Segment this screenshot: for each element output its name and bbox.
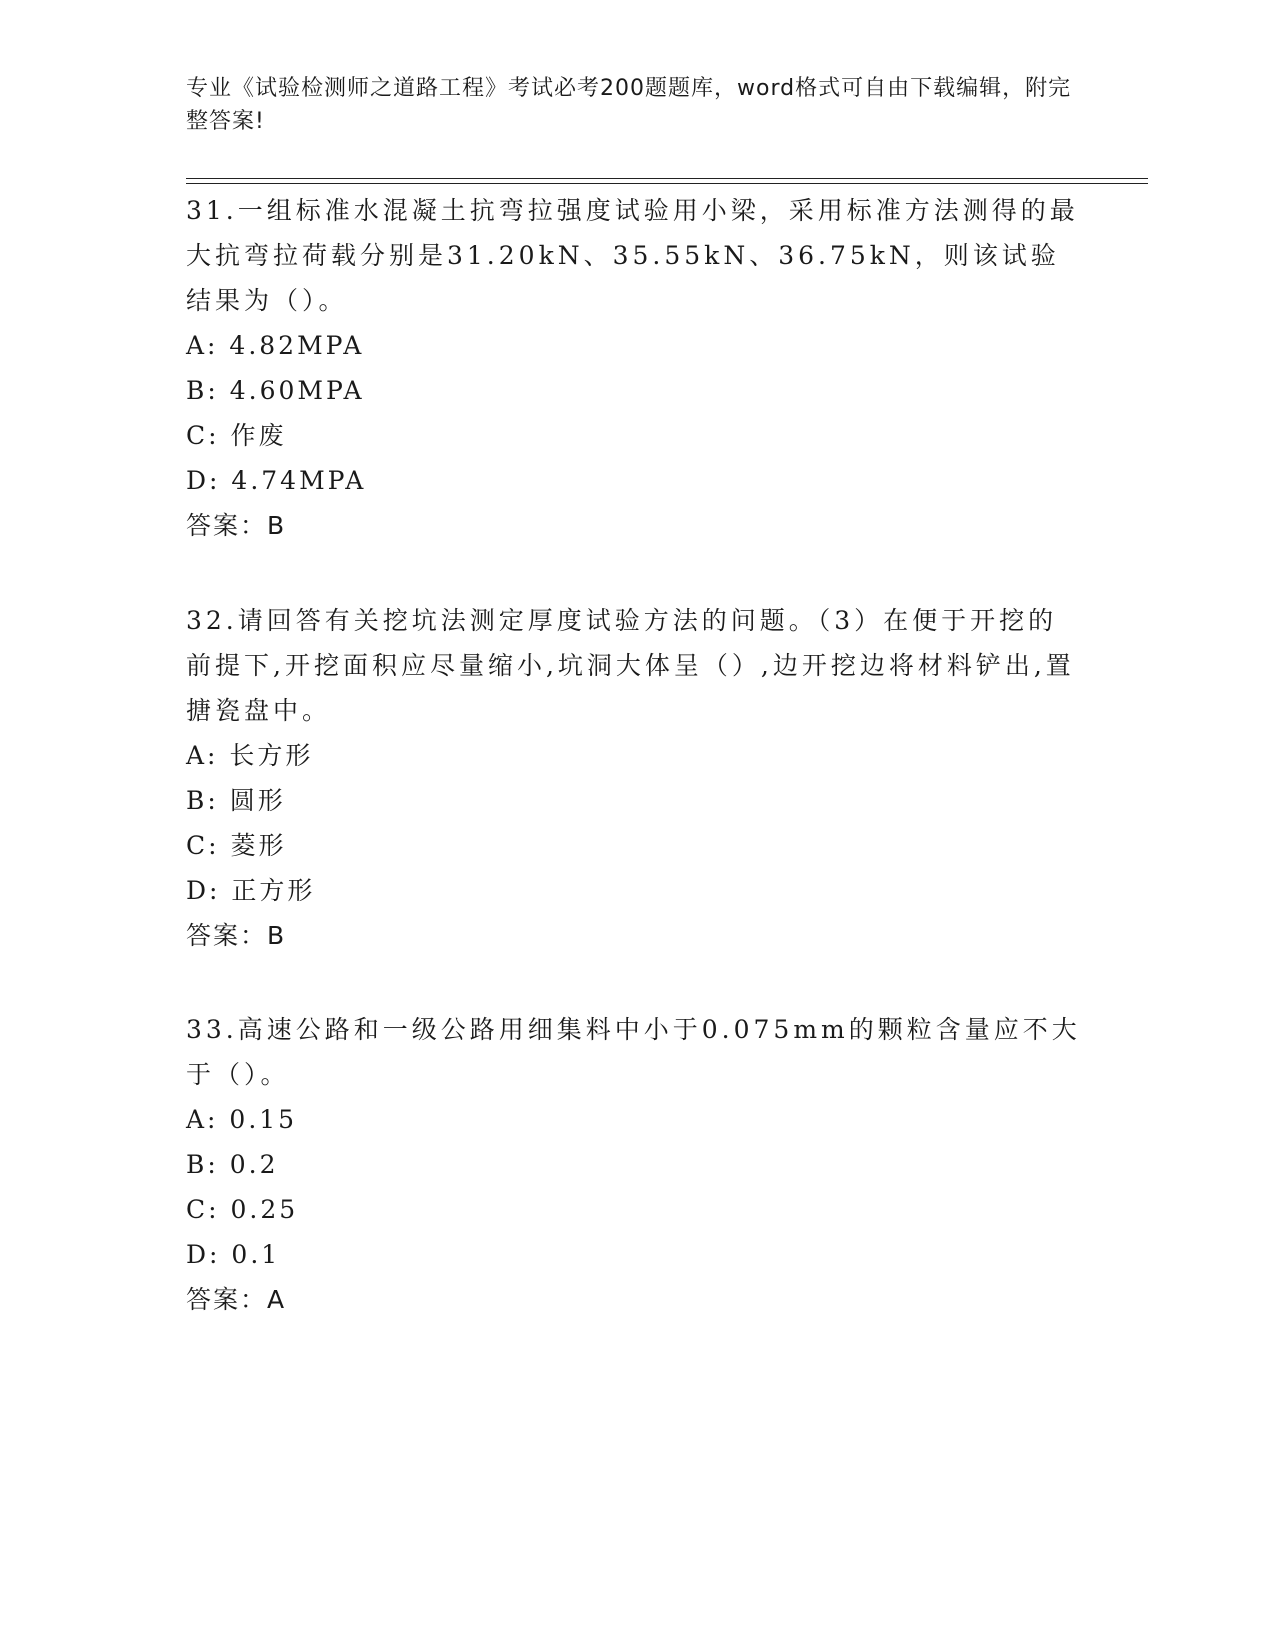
option-d: D: 4.74MPA <box>186 466 367 495</box>
question-33 <box>186 1007 1086 1322</box>
option-a: A: 4.82MPA <box>186 331 365 360</box>
option-d: D: 正方形 <box>186 876 316 905</box>
option-a: A: 0.15 <box>186 1105 298 1134</box>
option-b: B: 4.60MPA <box>186 376 365 405</box>
option-a: A: 长方形 <box>186 741 314 770</box>
option-b: B: 0.2 <box>186 1150 279 1179</box>
question-stem: 31.一组标准水混凝土抗弯拉强度试验用小梁，采用标准方法测得的最大抗弯拉荷载分别是31.20kN、35.55kN、36.75kN，则该试验结果为（）。 <box>186 196 1079 315</box>
option-c: C: 菱形 <box>186 831 287 860</box>
question-stem: 32.请回答有关挖坑法测定厚度试验方法的问题。（3）在便于开挖的前提下,开挖面积应尽量缩小,坑洞大体呈（）,边开挖边将材料铲出,置搪瓷盘中。 <box>186 606 1075 725</box>
answer-line: 答案：A <box>186 1285 287 1314</box>
option-d: D: 0.1 <box>186 1240 281 1269</box>
question-32 <box>186 598 1086 958</box>
question-31 <box>186 188 1086 548</box>
header-divider-bottom <box>186 183 1148 184</box>
answer-line: 答案：B <box>186 511 287 540</box>
question-stem: 33.高速公路和一级公路用细集料中小于0.075mm的颗粒含量应不大于（）。 <box>186 1015 1081 1089</box>
option-b: B: 圆形 <box>186 786 286 815</box>
header-divider-top <box>186 178 1148 179</box>
answer-line: 答案：B <box>186 921 287 950</box>
option-c: C: 0.25 <box>186 1195 299 1224</box>
document-header: 专业《试验检测师之道路工程》考试必考200题题库，word格式可自由下载编辑，附完整答案! <box>186 76 1072 134</box>
option-c: C: 作废 <box>186 421 287 450</box>
